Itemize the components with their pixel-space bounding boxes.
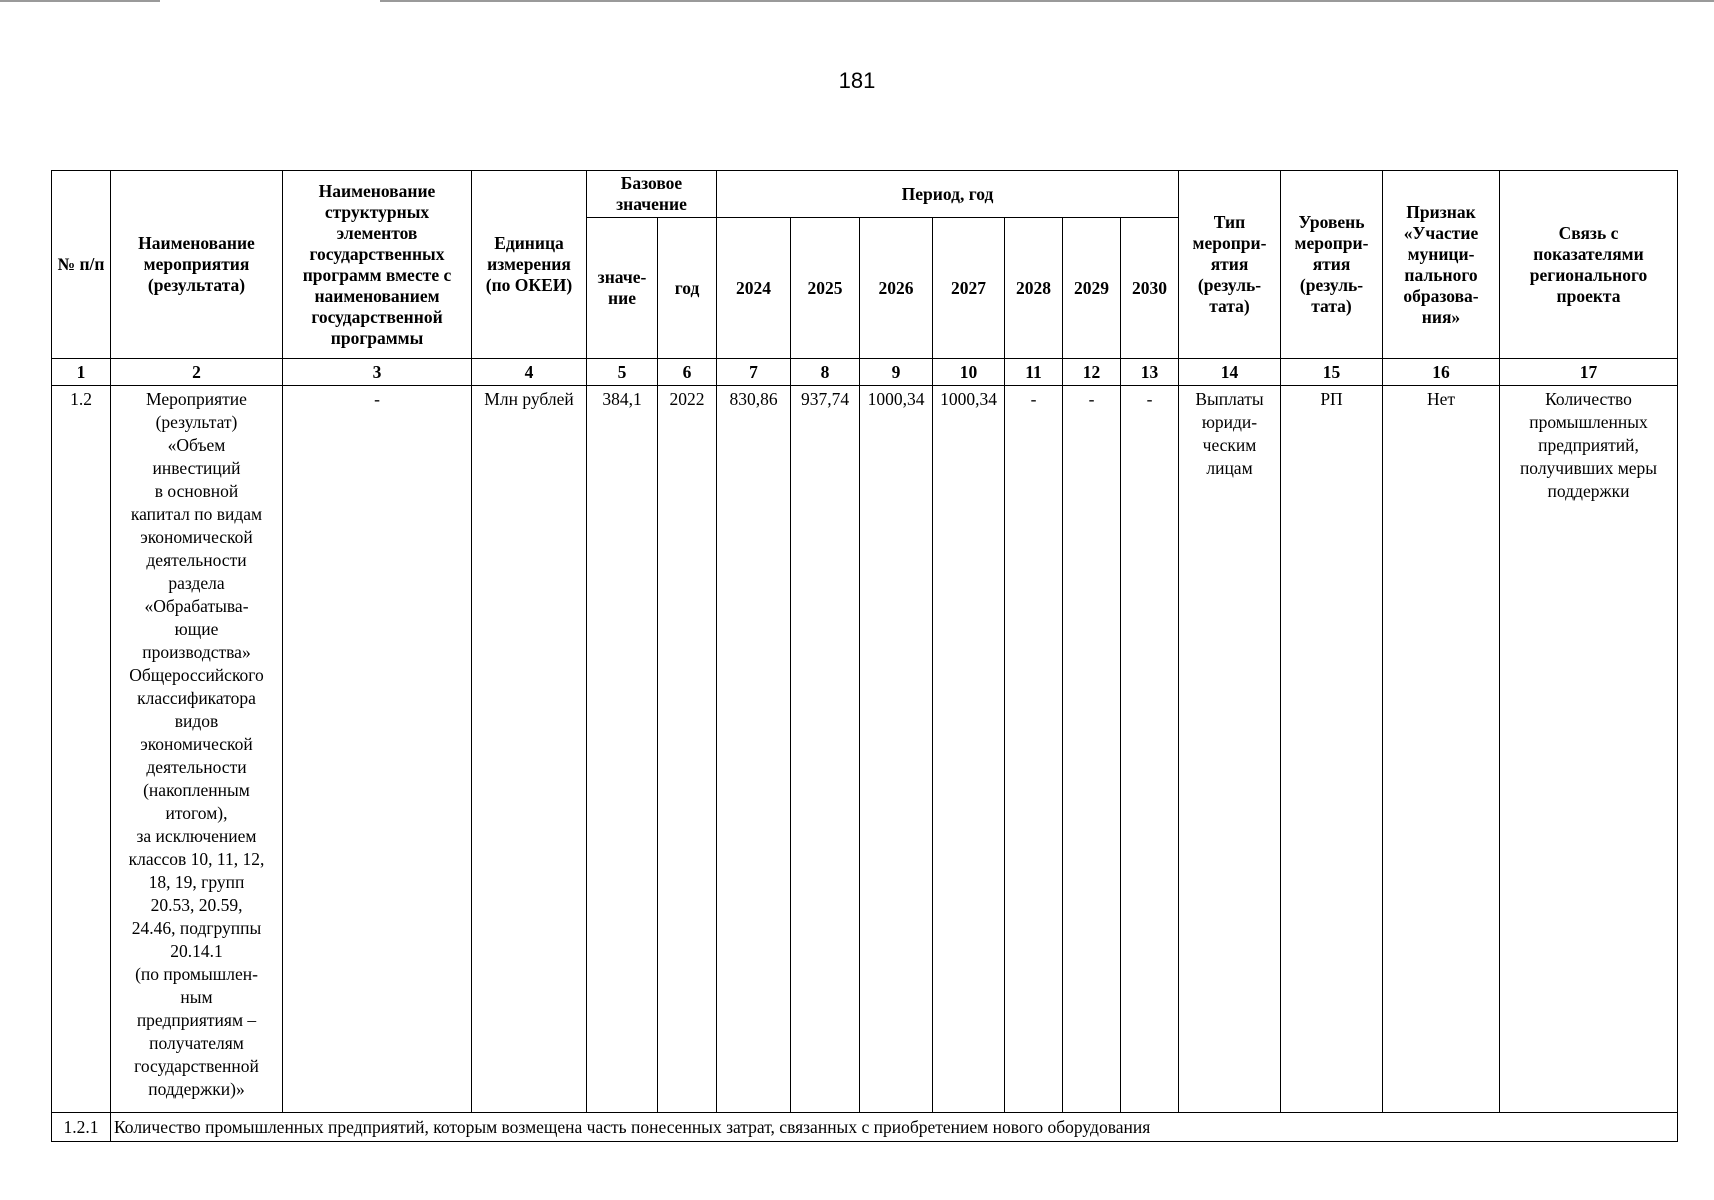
row-type: Выплаты юриди-ческим лицам (1179, 386, 1281, 1113)
page-number: 181 (838, 68, 876, 93)
row-name-line: государственной (134, 1056, 259, 1076)
header-link: Связь с показателями регионального проекта (1500, 171, 1678, 359)
header-year-2029: 2029 (1063, 218, 1121, 359)
row-base-value: 384,1 (587, 386, 658, 1113)
row-year-2027: 1000,34 (933, 386, 1005, 1113)
row-name-line: деятельности (146, 757, 247, 777)
row-name-line: ным (180, 987, 213, 1007)
row-link: Количество промышленных предприятий, получивших меры поддержки (1500, 386, 1678, 1113)
header-year-2025: 2025 (791, 218, 860, 359)
header-year-2027: 2027 (933, 218, 1005, 359)
row-municipal: Нет (1383, 386, 1500, 1113)
column-number: 12 (1063, 359, 1121, 386)
column-number: 6 (658, 359, 717, 386)
column-number: 16 (1383, 359, 1500, 386)
row-name-line: предприятиям – (136, 1010, 257, 1030)
row-name-line: получателям (149, 1033, 244, 1053)
row-name-line: (результат) (155, 412, 238, 432)
header-level: Уровень меропри-ятия (резуль-тата) (1281, 171, 1383, 359)
row-year-2024: 830,86 (717, 386, 791, 1113)
row-name-line: в основной (154, 481, 239, 501)
row-name-line: ющие (174, 619, 219, 639)
row-year-2030: - (1121, 386, 1179, 1113)
header-name: Наименование мероприятия (результата) (111, 171, 283, 359)
row-year-2025: 937,74 (791, 386, 860, 1113)
row-name-line: Общероссийского (129, 665, 264, 685)
column-number: 1 (52, 359, 111, 386)
row-name-line: поддержки)» (148, 1079, 245, 1099)
column-number: 15 (1281, 359, 1383, 386)
column-number: 7 (717, 359, 791, 386)
column-numbers-row (52, 359, 1678, 386)
row-name-line: Мероприятие (146, 389, 247, 409)
row-name-line: капитал по видам (130, 504, 263, 524)
header-unit: Единица измерения (по ОКЕИ) (472, 171, 587, 359)
column-number: 5 (587, 359, 658, 386)
header-year-2026: 2026 (860, 218, 933, 359)
row-unit: Млн рублей (472, 386, 587, 1113)
row-name-line: инвестиций (152, 458, 241, 478)
row-name-line: 20.53, 20.59, (150, 895, 243, 915)
column-number: 9 (860, 359, 933, 386)
header-year-2024: 2024 (717, 218, 791, 359)
row-name-line: 20.14.1 (170, 941, 223, 961)
row-year-2029: - (1063, 386, 1121, 1113)
header-municipal: Признак «Участие муници-пального образова-ния» (1383, 171, 1500, 359)
column-number: 10 (933, 359, 1005, 386)
header-period-group: Период, год (717, 171, 1179, 218)
column-number: 4 (472, 359, 587, 386)
top-rule-right (380, 0, 1714, 2)
row-name-line: 24.46, подгруппы (131, 918, 262, 938)
column-number: 14 (1179, 359, 1281, 386)
row-name-line: «Обрабатыва- (144, 596, 249, 616)
row-name-line: классов 10, 11, 12, (128, 849, 265, 869)
subrow-text: Количество промышленных предприятий, которым возмещена часть понесенных затрат, связанных с приобретением нового оборудования (111, 1113, 1678, 1142)
row-structural: - (283, 386, 472, 1113)
activities-table (51, 170, 1678, 1142)
header-base-group: Базовое значение (587, 171, 717, 218)
row-base-year: 2022 (658, 386, 717, 1113)
column-number: 3 (283, 359, 472, 386)
row-name-line: производства» (142, 642, 251, 662)
header-year-2028: 2028 (1005, 218, 1063, 359)
row-name-line: видов (174, 711, 219, 731)
column-number: 2 (111, 359, 283, 386)
header-structural: Наименование структурных элементов государственных программ вместе с наименованием государственной программы (283, 171, 472, 359)
header-base-year: год (658, 218, 717, 359)
table-subrow (52, 1113, 1678, 1142)
row-name-line: экономической (140, 527, 253, 547)
subrow-num: 1.2.1 (52, 1113, 111, 1142)
row-name-line: (по промышлен- (135, 964, 258, 984)
row-name-line: классификатора (137, 688, 256, 708)
row-name (111, 386, 283, 1113)
column-number: 17 (1500, 359, 1678, 386)
column-number: 8 (791, 359, 860, 386)
table-row (52, 386, 1678, 1113)
row-name-line: за исключением (136, 826, 257, 846)
row-name-line: 18, 19, групп (148, 872, 245, 892)
header-type: Тип меропри-ятия (резуль-тата) (1179, 171, 1281, 359)
row-name-line: раздела (168, 573, 225, 593)
row-name-line: деятельности (146, 550, 247, 570)
column-number: 13 (1121, 359, 1179, 386)
header-base-value: значе-ние (587, 218, 658, 359)
header-num: № п/п (52, 171, 111, 359)
row-year-2028: - (1005, 386, 1063, 1113)
row-name-line: экономической (140, 734, 253, 754)
column-number: 11 (1005, 359, 1063, 386)
row-year-2026: 1000,34 (860, 386, 933, 1113)
row-num: 1.2 (52, 386, 111, 1113)
top-rule-left (0, 0, 160, 2)
header-year-2030: 2030 (1121, 218, 1179, 359)
row-name-line: «Объем (167, 435, 226, 455)
row-name-line: (накопленным (143, 780, 250, 800)
row-level: РП (1281, 386, 1383, 1113)
row-name-line: итогом), (165, 803, 228, 823)
